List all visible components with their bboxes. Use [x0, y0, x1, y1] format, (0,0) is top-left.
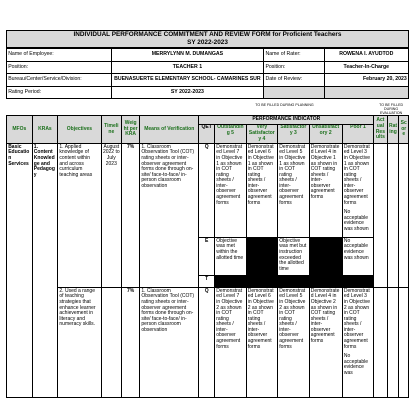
employee-position: TEACHER 1 [111, 61, 264, 74]
actual-results-2 [374, 287, 387, 397]
form-title: INDIVIDUAL PERFORMANCE COMMITMENT AND REVIEW FORM for Proficient Teachers [73, 31, 342, 38]
objective-1: 1. Applied knowledge of content within and across curriculum teaching areas [58, 143, 101, 287]
table-row [7, 287, 409, 397]
timeline-1: August 2022 to July 2023 [101, 143, 121, 287]
col-performance-indicator: PERFORMANCE INDICATOR [199, 116, 374, 124]
blacked-cell [309, 275, 342, 287]
col-rating: Rating [387, 116, 399, 144]
performance-table [6, 103, 409, 398]
blacked-cell [246, 237, 278, 275]
kra-cell: 1. Content Knowledge and Pedagogy [32, 143, 58, 397]
q-satisfactory: Demonstrated Level 5 in Objective 1 as shown in COT rating sheets / inter-observer agreement forms [278, 143, 310, 237]
col-outstanding: Outstanding 5 [215, 124, 247, 143]
blank-cell [264, 86, 324, 99]
q2-satisfactory: Demonstrated Level 5 in Objective 2 as shown in COT rating sheets / inter-observer agreement forms [278, 287, 310, 397]
review-date: February 20, 2023 [324, 74, 408, 87]
col-timeline: Timeline [101, 116, 121, 144]
col-mfos: MFOs [7, 116, 33, 144]
form-title-box [6, 30, 409, 48]
means-1: 1. Classroom Observation Tool (COT) rating sheets or inter-observer agreement forms done through on-site/ face-to-face/ in-person classroom observation [140, 143, 199, 287]
blacked-cell [342, 275, 374, 287]
rating-2 [387, 287, 399, 397]
col-means-of-verification: Means of Verification [140, 116, 199, 144]
col-very-satisfactory: Very Satisfactory 4 [246, 124, 278, 143]
planning-note: TO BE FILLED DURING PLANNING [255, 103, 314, 108]
q2-poor [342, 287, 374, 397]
q-poor-text: Demonstrated Level 3 in Objective 1 as shown in COT rating sheets / inter-observer agreement forms [343, 143, 371, 206]
q2-unsatisfactory: Demonstrated Level 4 in Objective 2 as shown in COT rating sheets / inter-observer agreement forms [309, 287, 342, 397]
col-poor: Poor 1 [342, 124, 374, 143]
means-2: 1. Classroom Observation Tool (COT) rating sheets or inter-observer agreement forms done through on-site/ face-to-face/ in-person classroom observation [140, 287, 199, 397]
q2-poor-extra: No acceptable evidence was [343, 353, 369, 377]
e-poor: No acceptable evidence was shown [342, 237, 374, 275]
timeline-2 [101, 287, 121, 397]
review-date-label: Date of Review: [264, 74, 324, 87]
q2-poor-text: Demonstrated Level 3 in Objective 2 as shown in COT rating sheets / inter-observer agreement forms [343, 287, 371, 350]
q-very-satisfactory: Demonstrated Level 6 in Objective 1 as shown in COT rating sheets / inter-observer agreement forms [246, 143, 278, 237]
qet-q: Q [199, 143, 215, 237]
q-poor-extra: No acceptable evidence was shown [343, 209, 369, 233]
col-objectives: Objectives [58, 116, 101, 144]
employee-label: Name of Employee: [7, 49, 112, 62]
q-outstanding: Demonstrated Level 7 in Objective 1 as shown in COT rating sheets / inter-observer agreement forms [215, 143, 247, 237]
school-year-title: SY 2022-2023 [187, 39, 228, 46]
col-satisfactory: Satisfactory 3 [278, 124, 310, 143]
table-row [7, 143, 409, 237]
blacked-cell [215, 275, 247, 287]
qet-e: E [199, 237, 215, 275]
rating-1 [387, 143, 399, 287]
actual-results-1 [374, 143, 387, 287]
rating-period: SY 2022-2023 [111, 86, 264, 99]
q-unsatisfactory: Demonstrated Level 4 in Objective 1 as shown in COT rating sheets / inter-observer agreement forms [309, 143, 342, 237]
blacked-cell [278, 275, 310, 287]
q2-outstanding: Demonstrated Level 7 in Objective 2 as shown in COT rating sheets / inter-observer agreement forms [215, 287, 247, 397]
score-1 [399, 143, 409, 287]
col-qet: QET [199, 124, 215, 143]
weight-2: 7% [122, 287, 140, 397]
employee-name: MERRYLYNN M. DUMANGAS [111, 49, 264, 62]
rater-name: ROWENA I. AYUDTOD [324, 49, 408, 62]
rater-label: Name of Rater: [264, 49, 324, 62]
weight-1: 7% [122, 143, 140, 287]
bureau-value: BUENASUERTE ELEMENTARY SCHOOL- CAMARINES SUR [111, 74, 264, 87]
objective-2: 2. Used a range of teaching strategies that enhance learner achievement in literacy and numeracy skills. [58, 287, 101, 397]
blank-cell [324, 86, 408, 99]
bureau-label: Bureau/Center/Service/Division: [7, 74, 112, 87]
score-2 [399, 287, 409, 397]
qet-q-2: Q [199, 287, 215, 397]
e-satisfactory: Objective was met but instruction exceeded the allotted time [278, 237, 310, 275]
col-score: Score [399, 116, 409, 144]
evaluation-note: TO BE FILLED DURING EVALUATION [379, 103, 404, 116]
rater-position: Teacher-In-Charge [324, 61, 408, 74]
q-poor [342, 143, 374, 237]
col-weight: Weight per KRA [122, 116, 140, 144]
blacked-cell [309, 237, 342, 275]
col-kras: KRAs [32, 116, 58, 144]
position-label: Position: [7, 61, 112, 74]
col-actual-results: Actual Results [374, 116, 387, 144]
blacked-cell [246, 275, 278, 287]
rating-period-label: Rating Period: [7, 86, 112, 99]
q2-very-satisfactory: Demonstrated Level 6 in Objective 2 as shown in COT rating sheets / inter-observer agreement forms [246, 287, 278, 397]
rater-position-label: Position: [264, 61, 324, 74]
qet-t: T [199, 275, 215, 287]
mfo-cell: Basic Education Services [7, 143, 33, 397]
employee-info-table [6, 48, 409, 99]
e-outstanding: Objective was met within the allotted time [215, 237, 247, 275]
col-unsatisfactory: Unsatisfactory 2 [309, 124, 342, 143]
